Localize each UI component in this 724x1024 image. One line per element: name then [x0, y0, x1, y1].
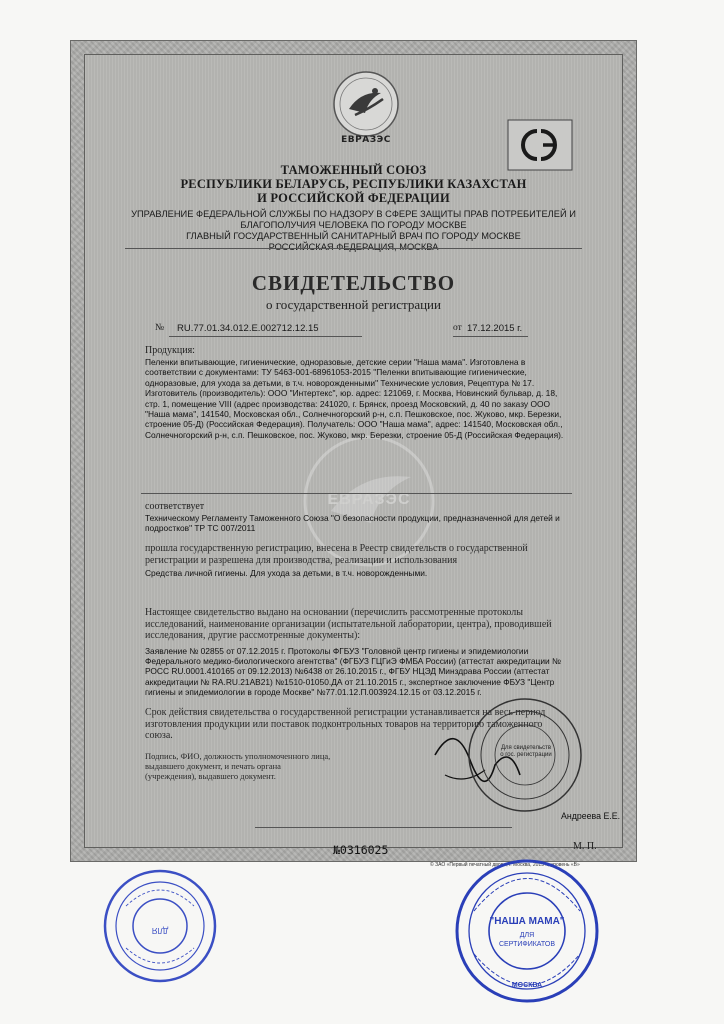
blue-stamp-right — [452, 856, 602, 1011]
authority-line-4: РОССИЙСКАЯ ФЕДЕРАЦИЯ, МОСКВА — [268, 242, 439, 252]
product-description: Пеленки впитывающие, гигиенические, одноразовые, детские серии "Наша мама". Изготовлена в соответствии с документами: ТУ 5463-001-68961053-2015 "Пеленки впитывающие гигиенические, одноразовые, для ухода за детьми, в т.ч. новорожденными" Технические условия, Рецептура № 17. Изготовитель (производитель): ООО "Интертекс", юр. адрес: 121069, г. Москва, Новинский бульвар, д. 18, стр. 1, помещение VIII (адрес производства: 241020, г. Брянск, проезд Московский, д. 40 по заказу ООО "Наша мама", 141540, Московская обл., Солнечногорский р-н, с.п. Пешковское, пос. Жуково, мкр. Березки, строение 05-Д) (Российская Федерация). Получатель: ООО "Наша мама", адрес: 141540, Московская обл., Солнечногорский р-н, с.п. Пешковское, пос. Жуково, мкр. Березки, строение 05-Д (Российская Федерация). — [145, 357, 564, 440]
authority-line-3: ГЛАВНЫЙ ГОСУДАРСТВЕННЫЙ САНИТАРНЫЙ ВРАЧ ПО ГОРОДУ МОСКВЕ — [186, 231, 521, 241]
printer-footnote: © ЗАО «Первый печатный двор», г. Москва, 2013 г., уровень «В» — [430, 862, 580, 868]
basis-text: Настоящее свидетельство выдано на основании (перечислить рассмотренные протоколы исследований, наименование организации (испытательной лаборатории, центра), проводившей исследования, другие рассмотренные документы): — [145, 607, 552, 641]
divider — [125, 248, 582, 249]
blue-stamp-left-seal — [100, 866, 220, 986]
basis-details: Заявление № 02855 от 07.12.2015 г. Протоколы ФГБУЗ "Головной центр гигиены и эпидемиологии Федерального медико-биологического агентства" (ФГБУЗ ГЦГиЭ ФМБА России) (аттестат аккредитации № РОСС RU.0001.410165 от 09.12.2013) №6438 от 26.10.2015 г., ФГБУ НЦЭД Минздрава России (аттестат аккредитации № RA.RU.21AB21) №1510-01050.ДА от 21.10.2015 г., экспертное заключение ФБУЗ "Центр гигиены и эпидемиологии в городе Москве" №77.01.12.П.003924.12.15 от 03.12.2015 г. — [145, 645, 562, 698]
round-stamp-inner-text: Для свидетельств о гос. регистрации — [500, 745, 552, 758]
number-label: № — [155, 323, 165, 333]
date-underline — [453, 336, 528, 337]
certificate-title: СВИДЕТЕЛЬСТВО — [251, 271, 456, 295]
divider — [141, 493, 572, 494]
registry-section — [145, 543, 566, 578]
product-label: Продукция: — [145, 345, 195, 356]
stamp-for-label: ДЛЯ — [519, 932, 535, 939]
watermark-text: ЕВРАЗЭС — [327, 491, 411, 508]
basis-section — [145, 607, 566, 698]
stamp-company-name: "НАША МАМА" — [489, 916, 565, 927]
product-section — [145, 345, 566, 440]
eurasec-logo-icon — [331, 69, 401, 139]
date-label: от — [453, 323, 462, 333]
logo-caption: ЕВРАЗЭС — [341, 135, 391, 145]
union-line-1: ТАМОЖЕННЫЙ СОЮЗ — [280, 163, 427, 177]
signer-name: Андреева Е.Е. — [561, 811, 621, 821]
conformity-section — [145, 501, 566, 534]
signature-underline — [255, 827, 512, 828]
union-line-3: И РОССИЙСКОЙ ФЕДЕРАЦИИ — [257, 191, 450, 205]
seal-placeholder: М. П. — [573, 841, 597, 852]
registry-use: Средства личной гигиены. Для ухода за детьми, в т.ч. новорожденными. — [145, 568, 428, 578]
blank-serial-number: №0316025 — [333, 843, 389, 857]
svg-text:ДЛЯ: ДЛЯ — [151, 926, 169, 935]
stamp-certificates-label: СЕРТИФИКАТОВ — [498, 941, 555, 948]
authority-line-1: УПРАВЛЕНИЕ ФЕДЕРАЛЬНОЙ СЛУЖБЫ ПО НАДЗОРУ В СФЕРЕ ЗАЩИТЫ ПРАВ ПОТРЕБИТЕЛЕЙ И — [131, 209, 576, 219]
union-line-2: РЕСПУБЛИКИ БЕЛАРУСЬ, РЕСПУБЛИКИ КАЗАХСТАН — [180, 177, 527, 191]
conformity-text: Техническому Регламенту Таможенного Союза "О безопасности продукции, предназначенной для детей и подростков" ТР ТС 007/2011 — [145, 513, 560, 534]
registry-text: прошла государственную регистрацию, внесена в Реестр свидетельств о государственной регистрации и разрешена для производства, реализации и использования — [145, 543, 528, 566]
stamp-city: МОСКВА — [511, 982, 543, 989]
validity-text: Срок действия свидетельства о государственной регистрации устанавливается на весь период изготовления продукции или поставок подконтрольных товаров на территорию таможенного союза. — [145, 707, 546, 741]
authority-line-2: БЛАГОПОЛУЧИЯ ЧЕЛОВЕКА ПО ГОРОДУ МОСКВЕ — [240, 220, 467, 230]
conformity-label: соответствует — [145, 501, 205, 512]
signature-label: Подпись, ФИО, должность уполномоченного лица, выдавшего документ, и печать органа (учреждения), выдавшего документ. — [145, 751, 331, 781]
number-underline — [169, 336, 362, 337]
certificate-subtitle: о государственной регистрации — [266, 297, 441, 312]
certificate-number: RU.77.01.34.012.Е.002712.12.15 — [177, 323, 319, 334]
guilloche-frame — [84, 54, 623, 857]
signature-section — [145, 751, 332, 781]
issuer-header — [85, 163, 622, 253]
certificate-number-line — [155, 323, 542, 337]
certificate-date: 17.12.2015 г. — [467, 323, 523, 334]
blue-stamp-left — [100, 866, 220, 991]
certificate-sheet — [70, 40, 637, 862]
